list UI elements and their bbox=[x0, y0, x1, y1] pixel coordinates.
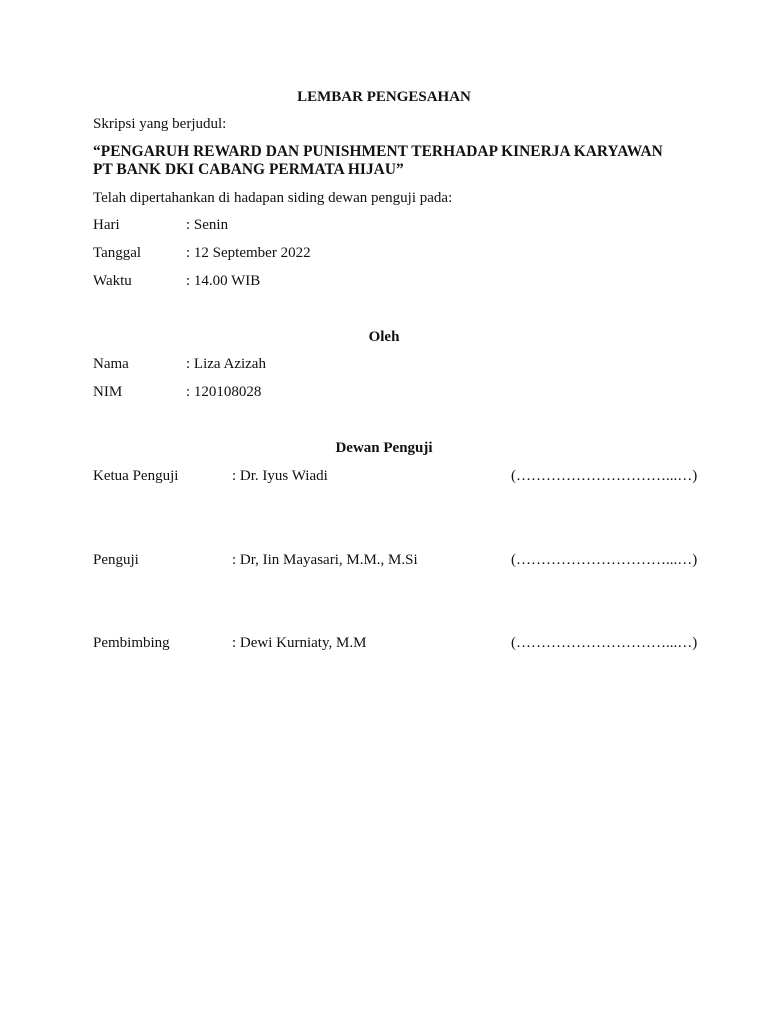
examiner-name-examiner: : Dr, Iin Mayasari, M.M., M.Si bbox=[232, 552, 418, 568]
student-label-nim: NIM bbox=[93, 384, 123, 400]
schedule-value-day: : Senin bbox=[186, 217, 229, 233]
student-value-name: : Liza Azizah bbox=[186, 356, 266, 372]
examiner-role-examiner: Penguji bbox=[93, 552, 139, 568]
intro-text: Skripsi yang berjudul: bbox=[93, 116, 227, 132]
thesis-title-line-2: PT BANK DKI CABANG PERMATA HIJAU” bbox=[93, 161, 404, 178]
thesis-title-line-1: “PENGARUH REWARD DAN PUNISHMENT TERHADAP KINERJA KARYAWAN bbox=[93, 143, 663, 160]
page-title: LEMBAR PENGESAHAN bbox=[297, 89, 471, 105]
schedule-value-time: : 14.00 WIB bbox=[186, 273, 261, 289]
examiner-role-supervisor: Pembimbing bbox=[93, 635, 170, 651]
student-label-name: Nama bbox=[93, 356, 129, 372]
signature-line-chair: (…………………………...…) bbox=[511, 468, 698, 484]
defense-statement: Telah dipertahankan di hadapan siding dewan penguji pada: bbox=[93, 190, 453, 206]
examiner-name-supervisor: : Dewi Kurniaty, M.M bbox=[232, 635, 367, 651]
schedule-label-time: Waktu bbox=[93, 273, 132, 289]
signature-line-supervisor: (…………………………...…) bbox=[511, 635, 698, 651]
board-heading: Dewan Penguji bbox=[335, 440, 433, 456]
examiner-role-chair: Ketua Penguji bbox=[93, 468, 179, 484]
signature-line-examiner: (…………………………...…) bbox=[511, 552, 698, 568]
examiner-name-chair: : Dr. Iyus Wiadi bbox=[232, 468, 328, 484]
schedule-label-day: Hari bbox=[93, 217, 120, 233]
schedule-label-date: Tanggal bbox=[93, 245, 142, 261]
student-value-nim: : 120108028 bbox=[186, 384, 262, 400]
by-heading: Oleh bbox=[368, 329, 400, 345]
schedule-value-date: : 12 September 2022 bbox=[186, 245, 311, 261]
